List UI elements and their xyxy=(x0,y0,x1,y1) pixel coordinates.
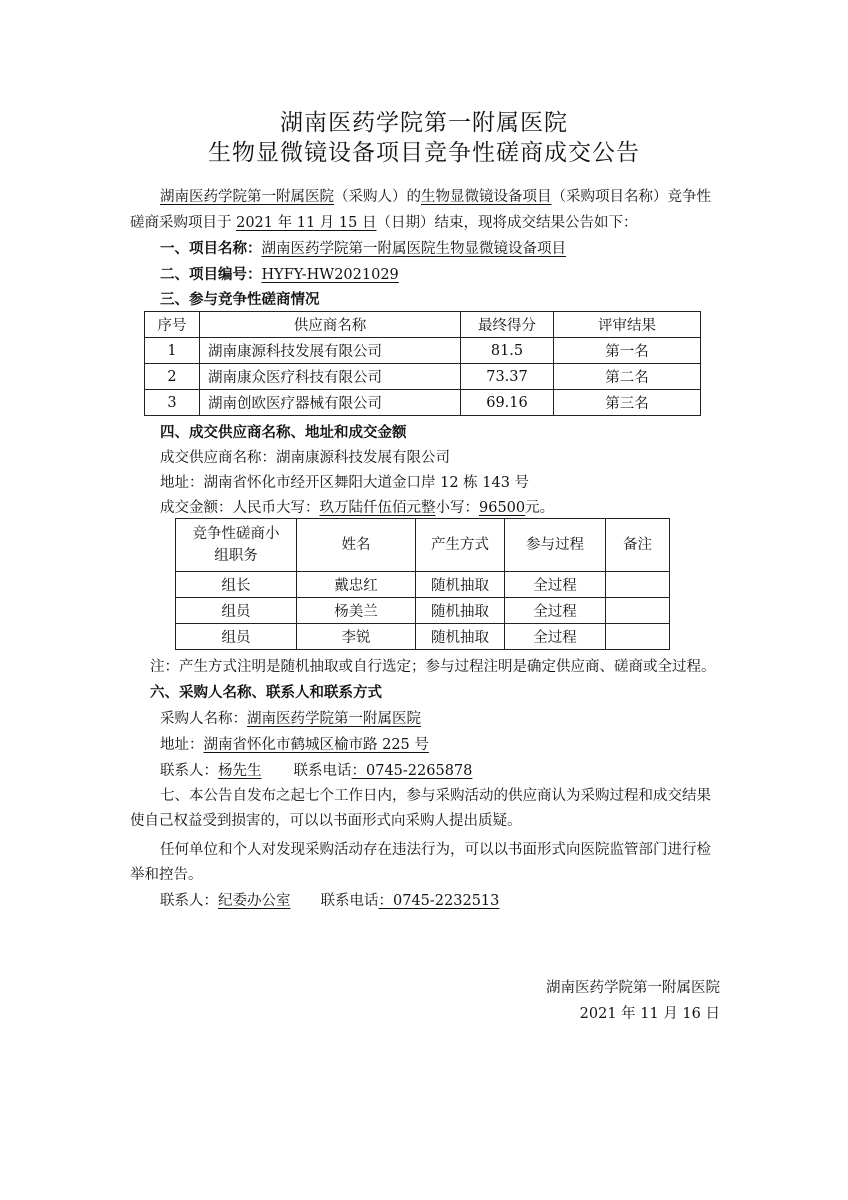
intro-line2 xyxy=(130,213,637,233)
signature-org: 湖南医药学院第一附属医院 xyxy=(546,980,720,996)
table-cell: 全过程 xyxy=(505,624,606,650)
table-cell: 73.37 xyxy=(461,364,554,390)
amount-lower: 96500 xyxy=(479,500,526,516)
amount-upper: 玖万陆仟伍佰元整 xyxy=(319,500,436,516)
section1 xyxy=(160,239,566,259)
intro-buyer: 湖南医药学院第一附属医院 xyxy=(160,189,334,205)
note: 注：产生方式注明是随机抽取或自行选定；参与过程注明是确定供应商、磋商或全过程。 xyxy=(150,659,716,675)
section6-contact xyxy=(160,761,472,781)
section6-phone-prefix: 联系电话 xyxy=(293,763,352,779)
section7-contact-value: 纪委办公室 xyxy=(218,893,291,909)
table-cell: 全过程 xyxy=(505,572,606,598)
table-cell: 组员 xyxy=(176,624,297,650)
table-header-cell: 竞争性磋商小 组职务 xyxy=(176,519,297,572)
amount-mid: 小写： xyxy=(435,500,479,516)
intro-project: 生物显微镜设备项目 xyxy=(421,189,552,205)
section4-label: 四、成交供应商名称、地址和成交金额 xyxy=(160,424,407,441)
intro-date: 2021 年 11 月 15 日 xyxy=(236,215,377,231)
title-line2: 生物显微镜设备项目竞争性磋商成交公告 xyxy=(208,140,640,166)
intro-buyer-note: （采购人）的 xyxy=(334,189,421,205)
section7-para2-line2: 举和控告。 xyxy=(130,867,203,883)
section6-buyer-prefix: 采购人名称： xyxy=(160,711,247,727)
section6-address xyxy=(160,735,429,755)
table-header-cell: 供应商名称 xyxy=(200,312,461,338)
intro-line1 xyxy=(160,187,711,207)
panel-table xyxy=(175,518,670,650)
table-cell: 第三名 xyxy=(554,390,701,416)
section6-contact-value: 杨先生 xyxy=(218,763,262,779)
table-cell xyxy=(606,598,670,624)
title-line1: 湖南医药学院第一附属医院 xyxy=(280,110,568,136)
table-cell: 3 xyxy=(145,390,200,416)
table-cell: 组员 xyxy=(176,598,297,624)
section7-phone: ：0745-2232513 xyxy=(378,893,500,909)
table-cell: 1 xyxy=(145,338,200,364)
section6-address-prefix: 地址： xyxy=(160,737,204,753)
table-header-cell: 序号 xyxy=(145,312,200,338)
table-cell: 第一名 xyxy=(554,338,701,364)
section1-value: 湖南医药学院第一附属医院生物显微镜设备项目 xyxy=(261,241,566,257)
table-cell: 随机抽取 xyxy=(416,598,505,624)
table-cell xyxy=(606,624,670,650)
table-cell: 组长 xyxy=(176,572,297,598)
table-header-row xyxy=(145,312,701,338)
table-row xyxy=(145,390,701,416)
table-header-row xyxy=(176,519,670,572)
section2-label: 二、项目编号： xyxy=(160,266,262,283)
section6-buyer-name: 湖南医药学院第一附属医院 xyxy=(247,711,421,727)
section7-para1-line2: 使自己权益受到损害的，可以以书面形式向采购人提出质疑。 xyxy=(130,813,522,829)
table-cell xyxy=(606,572,670,598)
section4-address: 地址：湖南省怀化市经开区舞阳大道金口岸 12 栋 143 号 xyxy=(160,475,530,491)
bidder-table xyxy=(144,311,701,416)
section4-supplier: 成交供应商名称：湖南康源科技发展有限公司 xyxy=(160,450,450,466)
intro-line2-suffix: （日期）结束，现将成交结果公告如下： xyxy=(376,215,638,231)
table-cell: 全过程 xyxy=(505,598,606,624)
section2 xyxy=(160,265,399,285)
table-cell: 湖南康众医疗科技有限公司 xyxy=(200,364,461,390)
table-header-cell: 备注 xyxy=(606,519,670,572)
table-header-cell: 参与过程 xyxy=(505,519,606,572)
section1-label: 一、项目名称： xyxy=(160,240,262,257)
intro-project-note: （采购项目名称）竞争性 xyxy=(551,189,711,205)
table-cell: 杨美兰 xyxy=(297,598,416,624)
amount-prefix: 成交金额：人民币大写： xyxy=(160,500,320,516)
intro-line2-prefix: 磋商采购项目于 xyxy=(130,215,232,231)
table-row xyxy=(145,364,701,390)
amount-suffix: 元。 xyxy=(525,500,555,516)
table-cell: 第二名 xyxy=(554,364,701,390)
table-cell: 湖南创欧医疗器械有限公司 xyxy=(200,390,461,416)
section7-para1-line1: 七、本公告自发布之起七个工作日内，参与采购活动的供应商认为采购过程和成交结果 xyxy=(160,788,711,804)
table-cell: 湖南康源科技发展有限公司 xyxy=(200,338,461,364)
table-cell: 随机抽取 xyxy=(416,624,505,650)
signature-date: 2021 年 11 月 16 日 xyxy=(579,1006,720,1022)
section2-value: HYFY-HW2021029 xyxy=(261,267,399,283)
table-cell: 81.5 xyxy=(461,338,554,364)
table-row xyxy=(176,598,670,624)
table-cell: 李锐 xyxy=(297,624,416,650)
table-cell: 69.16 xyxy=(461,390,554,416)
section7-para2-line1: 任何单位和个人对发现采购活动存在违法行为，可以以书面形式向医院监管部门进行检 xyxy=(160,842,711,858)
section7-phone-prefix: 联系电话 xyxy=(320,893,379,909)
table-row xyxy=(176,572,670,598)
table-cell: 戴忠红 xyxy=(297,572,416,598)
table-row xyxy=(176,624,670,650)
section4-amount xyxy=(160,498,554,518)
table-row xyxy=(145,338,701,364)
table-header-cell: 最终得分 xyxy=(461,312,554,338)
section6-phone: ：0745-2265878 xyxy=(351,763,473,779)
section7-contact xyxy=(160,891,499,911)
section6-buyer xyxy=(160,709,421,729)
section7-contact-prefix: 联系人： xyxy=(160,893,218,909)
section6-label: 六、采购人名称、联系人和联系方式 xyxy=(150,684,382,701)
section6-contact-prefix: 联系人： xyxy=(160,763,218,779)
section6-address-value: 湖南省怀化市鹤城区榆市路 225 号 xyxy=(203,737,429,753)
table-header-cell: 姓名 xyxy=(297,519,416,572)
section3-label: 三、参与竞争性磋商情况 xyxy=(160,291,320,308)
table-cell: 随机抽取 xyxy=(416,572,505,598)
table-cell: 2 xyxy=(145,364,200,390)
table-header-cell: 评审结果 xyxy=(554,312,701,338)
table-header-cell: 产生方式 xyxy=(416,519,505,572)
